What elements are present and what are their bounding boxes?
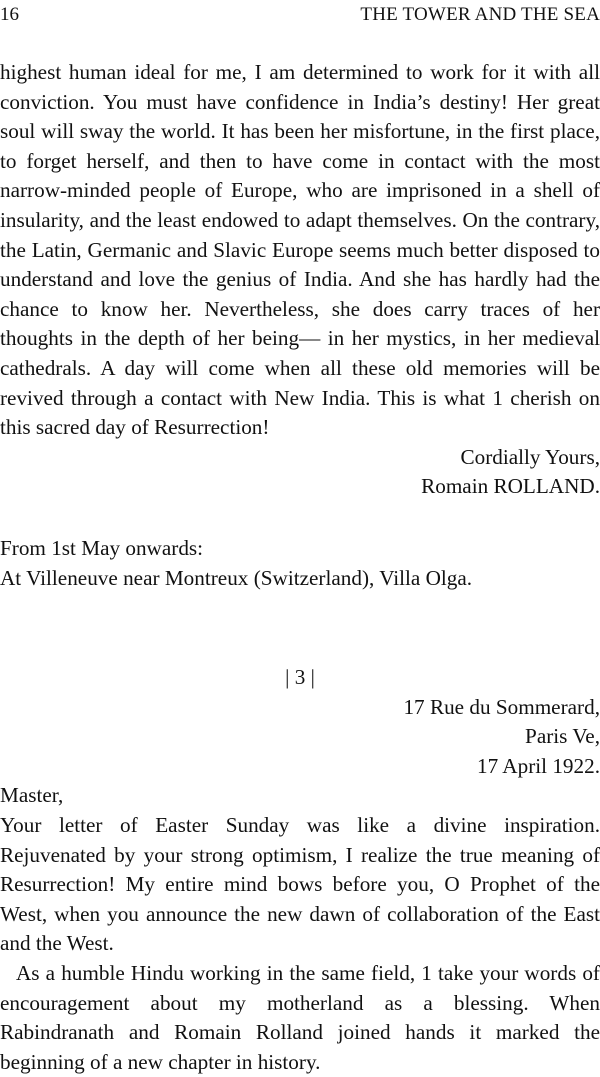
letter-3-address-line-1: 17 Rue du Sommerard, <box>403 694 600 719</box>
letter-2-closing: Cordially Yours, <box>460 444 600 469</box>
page-number: 16 <box>0 4 19 25</box>
letter-2-postscript-line-1: From 1st May onwards: <box>0 535 204 560</box>
letter-3-paragraph-2: As a humble Hindu working in the same field, 1 take your words of encouragement about my motherland as a blessing. When Rabindranath and Romain Rolland joined hands it marked the beginning of a new chapter in history. <box>0 961 600 1074</box>
letter-3-address-line-2: Paris Ve, <box>525 724 600 749</box>
letter-2-signature: Romain ROLLAND. <box>421 474 600 499</box>
letter-3-paragraph-1: Your letter of Easter Sunday was like a divine inspiration. Rejuvenated by your strong optimism, I realize the true meaning of Resurrection! My entire mind bows before you, O Prophet of the West, when you announce the new dawn of collaboration of the East and the West. <box>0 813 600 956</box>
running-head: THE TOWER AND THE SEA <box>360 4 600 25</box>
letter-3-date: 17 April 1922. <box>476 753 600 778</box>
letter-2-postscript-line-2: At Villeneuve near Montreux (Switzerland), Villa Olga. <box>0 565 473 590</box>
spacer <box>0 593 600 663</box>
letter-2-body: highest human ideal for me, I am determined to work for it with all conviction. You must have confidence in India’s destiny! Her great soul will sway the world. It has been her misfortune, in the first place, to forget herself, and then to have come in contact with the most narrow-minded people of Europe, who are imprisoned in a shell of insularity, and the least endowed to adapt themselves. On the contrary, the Latin, Germanic and Slavic Europe seems much better disposed to understand and love the genius of India. And she has hardly had the chance to know her. Nevertheless, she does carry traces of her thoughts in the depth of her being— in her mystics, in her medieval cathedrals. A day will come when all these old memories will be revived through a contact with New India. This is what 1 cherish on this sacred day of Resurrection! <box>0 60 600 440</box>
page-body <box>0 58 600 1077</box>
spacer <box>0 502 600 534</box>
letter-3-number: | 3 | <box>285 665 315 690</box>
page-header <box>0 4 600 28</box>
letter-3-salutation: Master, <box>0 783 64 808</box>
